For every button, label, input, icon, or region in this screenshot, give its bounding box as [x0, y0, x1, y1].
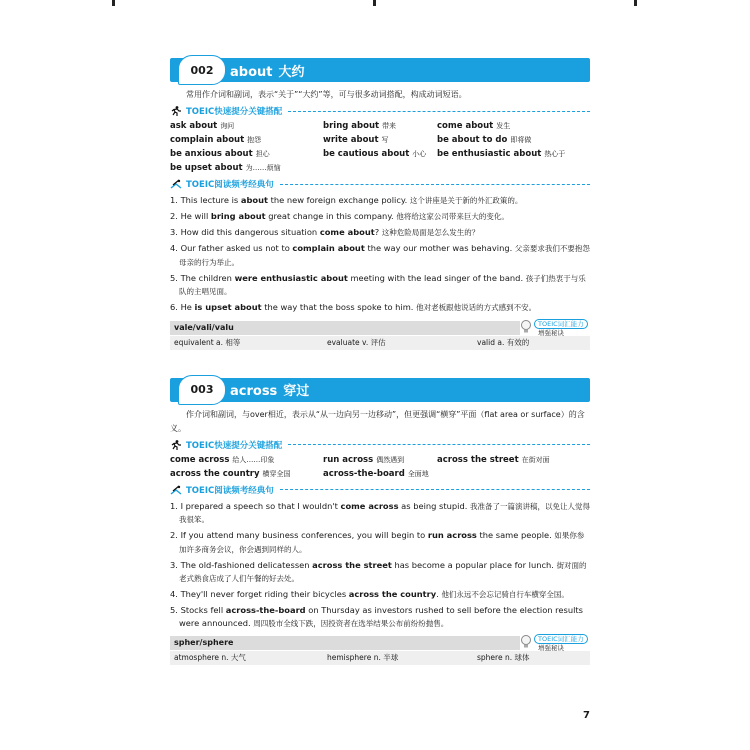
- entry-intro: 作介词和副词，与over相近，表示从“从一边向另一边移动”，但更强调“横穿”平面（flat area or surface）的含义。: [170, 409, 585, 433]
- collocation-item: be upset about 为……烦恼: [170, 163, 281, 173]
- entry-about: [170, 58, 590, 350]
- vocab-root: vale/vali/valu: [170, 321, 520, 335]
- collocation-heading: [170, 439, 590, 451]
- vocab-box: [170, 636, 590, 665]
- crop-mark-left: [112, 0, 115, 6]
- collocation-grid: [170, 453, 590, 481]
- example-sentence: 3. The old-fashioned delicatessen across the street has become a popular place for lunch. 街对面的老式熟食店成了人们午餐的好去处。: [170, 559, 587, 583]
- entry-intro: 常用作介词和副词，表示“关于”“大约”等，可与很多动词搭配，构成动词短语。: [186, 90, 467, 99]
- vocab-word: valid a. 有效的: [477, 337, 530, 347]
- collocation-item: be anxious about 担心: [170, 149, 270, 159]
- collocation-item: across the street 在街对面: [437, 454, 550, 465]
- entry-meaning: 大约: [278, 64, 305, 80]
- entry-number-badge: 002: [178, 55, 226, 85]
- collocation-item: ask about 询问: [170, 121, 235, 131]
- entry-number-badge: 003: [178, 375, 226, 405]
- entry-header: [170, 378, 590, 402]
- collocation-item: come across 给人……印象: [170, 454, 275, 465]
- page-number: 7: [583, 710, 590, 721]
- example-heading: [170, 178, 590, 190]
- runner-icon: [170, 440, 182, 450]
- crop-mark-center: [373, 0, 376, 6]
- example-sentence: 5. The children were enthusiastic about meeting with the lead singer of the band. 孩子们热衷于与乐队的主唱见面。: [170, 272, 586, 296]
- collocation-grid: [170, 119, 590, 175]
- entry-word: across: [230, 384, 278, 399]
- collocation-item: complain about 抱怨: [170, 135, 262, 145]
- crop-mark-right: [634, 0, 637, 6]
- collocation-item: bring about 带来: [323, 121, 397, 131]
- collocation-item: write about 写: [323, 135, 389, 145]
- collocation-item: be about to do 即将做: [437, 135, 532, 145]
- example-sentence: 1. I prepared a speech so that I wouldn't come across as being stupid. 我准备了一篇演讲稿，以免让人觉得我很笨。: [170, 500, 590, 524]
- vocab-tip-tag: TOEIC词汇能力 增强秘诀: [520, 632, 590, 654]
- example-heading: [170, 484, 590, 496]
- vocab-word: sphere n. 球体: [477, 653, 530, 662]
- collocation-heading-text: TOEIC快速提分关键搭配: [186, 107, 283, 117]
- dashed-divider: [288, 111, 590, 112]
- page-content: [170, 58, 590, 665]
- collocation-item: be cautious about 小心: [323, 149, 427, 159]
- dashed-divider: [280, 489, 590, 490]
- example-heading-text: TOEIC阅读频考经典句: [186, 485, 274, 496]
- example-sentence: 1. This lecture is about the new foreign exchange policy. 这个讲座是关于新的外汇政策的。: [170, 195, 523, 205]
- vocab-root: spher/sphere: [170, 636, 520, 650]
- dashed-divider: [288, 444, 590, 445]
- vocab-tip-tag: TOEIC词汇能力 增强秘诀: [520, 317, 590, 339]
- collocation-item: be enthusiastic about 热心于: [437, 149, 566, 159]
- reader-icon: [170, 485, 182, 495]
- collocation-item: run across 偶然遇到: [323, 454, 405, 465]
- example-sentence: 2. He will bring about great change in this company. 他将给这家公司带来巨大的变化。: [170, 211, 509, 221]
- collocation-item: come about 发生: [437, 121, 511, 131]
- entry-across: [170, 378, 590, 666]
- vocab-word: hemisphere n. 半球: [327, 653, 399, 662]
- entry-word: about: [230, 64, 273, 80]
- vocab-word: equivalent a. 相等: [174, 337, 241, 347]
- example-sentence: 6. He is upset about the way that the boss spoke to him. 他对老板跟他说话的方式感到不安。: [170, 302, 537, 312]
- dashed-divider: [280, 184, 590, 185]
- entry-title: [230, 61, 305, 80]
- collocation-heading: [170, 105, 590, 117]
- example-sentence: 4. Our father asked us not to complain about the way our mother was behaving. 父亲要求我们不要抱怨母亲的行为举止。: [170, 243, 590, 267]
- example-heading-text: TOEIC阅读频考经典句: [186, 180, 274, 190]
- vocab-word: atmosphere n. 大气: [174, 653, 246, 662]
- example-list: [170, 194, 590, 315]
- collocation-item: across the country 横穿全国: [170, 468, 291, 479]
- vocab-box: [170, 321, 590, 350]
- lightbulb-icon: [520, 319, 532, 335]
- reader-icon: [170, 179, 182, 189]
- vocab-word: evaluate v. 评估: [327, 337, 386, 347]
- runner-icon: [170, 106, 182, 116]
- entry-header: [170, 58, 590, 82]
- example-sentence: 2. If you attend many business conferences, you will begin to run across the same people. 如果你参加许多商务会议，你会遇到同样的人。: [170, 530, 585, 554]
- example-sentence: 3. How did this dangerous situation come about? 这种危险局面是怎么发生的？: [170, 227, 480, 237]
- collocation-heading-text: TOEIC快速提分关键搭配: [186, 440, 283, 451]
- entry-title: [230, 380, 309, 399]
- example-sentence: 4. They'll never forget riding their bicycles across the country. 他们永远不会忘记骑自行车横穿全国。: [170, 589, 569, 599]
- example-sentence: 5. Stocks fell across-the-board on Thursday as investors rushed to sell before the election results were announced. 周四股市全线下跌，因投资者在选举结果公布前纷纷抛售。: [170, 605, 583, 628]
- entry-meaning: 穿过: [283, 384, 310, 399]
- collocation-item: across-the-board 全面地: [323, 468, 429, 479]
- lightbulb-icon: [520, 634, 532, 650]
- example-list: [170, 500, 590, 631]
